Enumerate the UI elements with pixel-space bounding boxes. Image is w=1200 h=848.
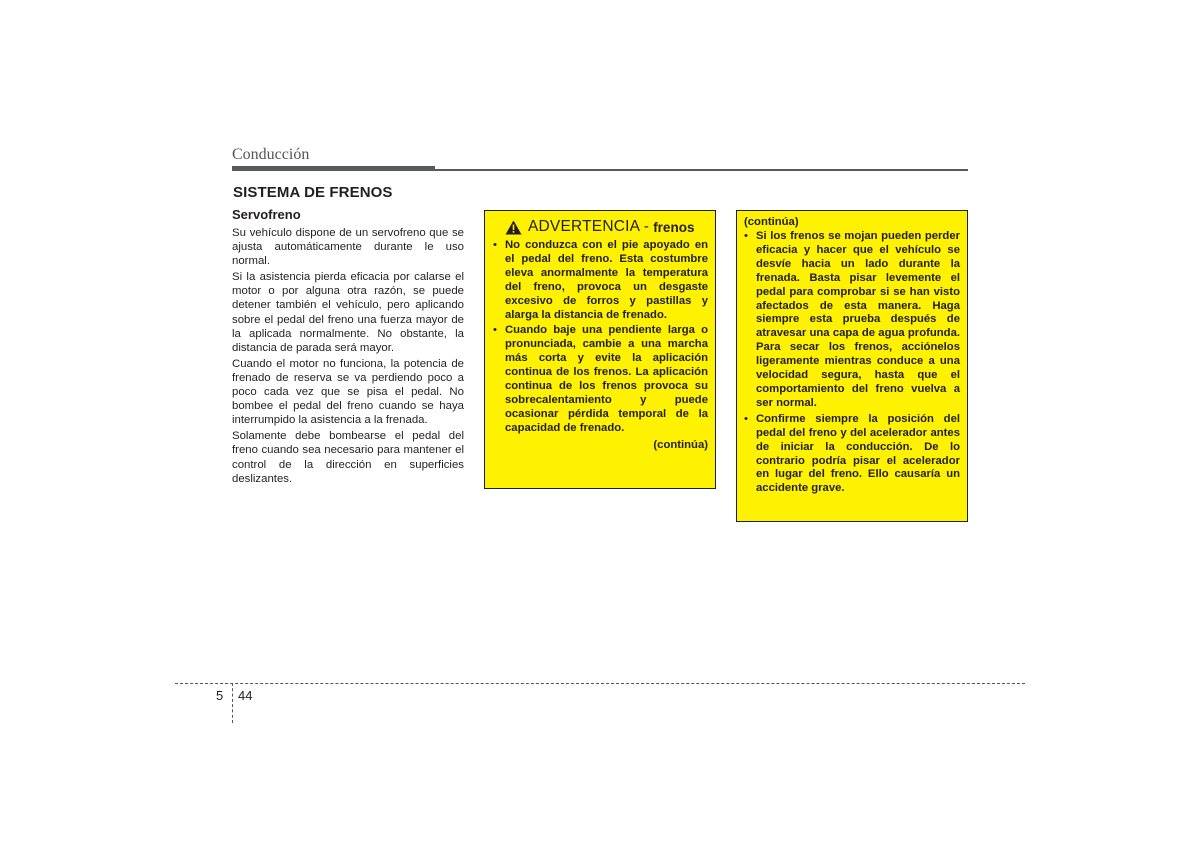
continued-label: (continúa) xyxy=(653,438,708,451)
paragraph: Cuando el motor no funciona, la potencia de frenado de reserva se va perdiendo poco a poco cada vez que se pisa el pedal. No bombee el pedal del freno cuando se haya interrumpido la asistencia a la frenada. xyxy=(232,357,464,427)
header-rule-thick xyxy=(232,166,435,171)
paragraph: Solamente debe bombearse el pedal del freno cuando sea necesario para mantener el control de la dirección en superficies deslizantes. xyxy=(232,430,464,485)
section-title: SISTEMA DE FRENOS xyxy=(233,184,393,201)
warning-box-continued xyxy=(736,210,968,522)
warning-list-continued xyxy=(744,230,960,496)
paragraph: Su vehículo dispone de un servofreno que se ajusta automáticamente durante le uso normal. xyxy=(232,227,464,268)
chapter-number: 5 xyxy=(216,688,224,703)
bullet: • xyxy=(493,239,497,251)
servofreno-column xyxy=(232,207,464,488)
bullet: • xyxy=(744,412,748,425)
continued-label-top: (continúa) xyxy=(744,216,799,228)
warning-header xyxy=(505,218,708,236)
warning-box xyxy=(484,210,716,489)
warning-item-text: Confirme siempre la posición del pedal del freno y del acelerador antes de iniciar la conducción. De lo contrario podría pisar el acelerador en lugar del freno. Ello causaría un accidente grave. xyxy=(756,412,960,495)
list-item xyxy=(744,230,960,411)
warning-item-text: Si los frenos se mojan pueden perder eficacia y hacer que el vehículo se desvíe hacia un lado durante la frenada. Basta pisar levemente el pedal para comprobar si se han visto afectados de esta manera. Haga siempre esta prueba después de atravesar una capa de agua profunda. Para secar los frenos, acciónelos ligeramente mientras conduce a una velocidad segura, hasta que el comportamiento del freno vuelva a ser normal. xyxy=(756,230,960,409)
list-item xyxy=(493,239,708,322)
page-number: 44 xyxy=(238,688,253,703)
warning-item-text: No conduzca con el pie apoyado en el pedal del freno. Esta costumbre eleva anormalmente la temperatura del freno, provoca un desgaste excesivo de forros y pastillas y alarga la distancia de frenado. xyxy=(505,239,708,321)
warning-list xyxy=(493,239,708,436)
footer-rule xyxy=(175,683,1025,684)
warning-triangle-icon xyxy=(505,220,522,235)
subheading-servofreno: Servofreno xyxy=(232,207,301,222)
header-rule-thin xyxy=(435,169,968,171)
warning-label: ADVERTENCIA - xyxy=(528,218,650,235)
warning-item-text: Cuando baje una pendiente larga o pronunciada, cambie a una marcha más corta y evite la aplicación continua de los frenos. La aplicación continua de los frenos provoca su sobrecalentamiento y puede ocasionar pérdida temporal de la capacidad de frenado. xyxy=(505,324,708,434)
paragraph: Si la asistencia pierda eficacia por calarse el motor o por alguna otra razón, se puede detener también el vehículo, pero aplicando sobre el pedal del freno una fuerza mayor de la aplicada normalmente. No obstante, la distancia de parada será mayor. xyxy=(232,271,464,354)
bullet: • xyxy=(744,230,748,242)
footer-divider xyxy=(232,683,233,723)
list-item xyxy=(744,413,960,496)
bullet: • xyxy=(493,324,497,337)
list-item xyxy=(493,324,708,435)
chapter-title: Conducción xyxy=(232,146,310,163)
warning-topic: frenos xyxy=(653,219,695,235)
